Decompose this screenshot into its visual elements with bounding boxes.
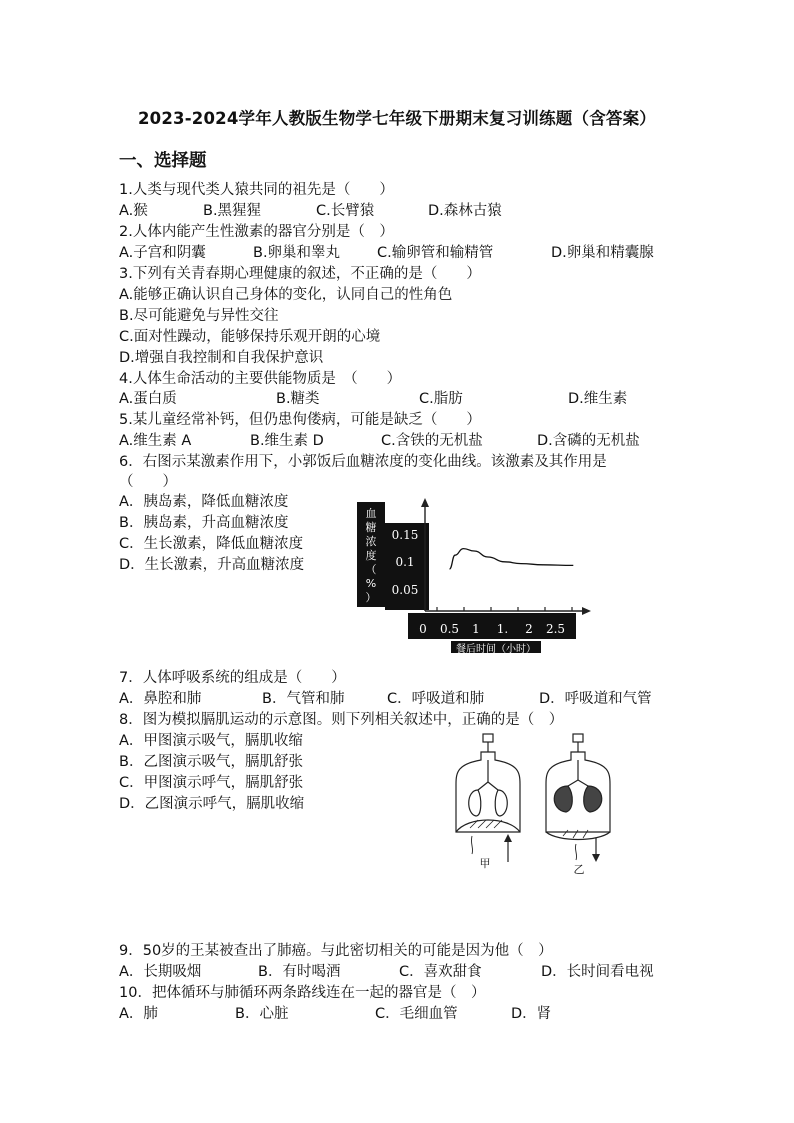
question-5-options xyxy=(119,431,679,451)
question-10-stem: 10．把体循环与肺循环两条路线连在一起的器官是（ ） xyxy=(119,985,486,1001)
question-9-options xyxy=(119,962,679,982)
question-7-options xyxy=(119,689,679,709)
question-8-stem: 8．图为模拟膈肌运动的示意图。则下列相关叙述中，正确的是（ ） xyxy=(119,712,564,728)
question-8-options xyxy=(119,731,304,815)
x-tick-label: 2.5 xyxy=(545,622,566,636)
label-jia: 甲 xyxy=(479,857,491,870)
y-axis-label xyxy=(366,507,377,604)
option-d[interactable]: D.森林古猿 xyxy=(428,203,502,219)
option-c[interactable]: C.输卵管和输精管 xyxy=(377,245,494,261)
x-tick-label: 1. xyxy=(496,622,509,636)
blood-sugar-chart xyxy=(355,495,595,660)
option-c[interactable]: C．生长激素，降低血糖浓度 xyxy=(119,536,304,552)
question-1-options xyxy=(119,201,679,221)
option-b[interactable]: B．有时喝酒 xyxy=(258,964,341,980)
x-tick-label: 1 xyxy=(472,622,480,636)
question-6-options xyxy=(119,492,304,576)
y-label-char: 糖 xyxy=(365,521,377,534)
y-label-char: 度 xyxy=(365,549,377,562)
document-title: 2023-2024学年人教版生物学七年级下册期末复习训练题（含答案） xyxy=(138,109,656,128)
option-b[interactable]: B.维生素 D xyxy=(250,433,324,449)
option-c[interactable]: C．甲图演示呼气，膈肌舒张 xyxy=(119,775,304,791)
option-a[interactable]: A．鼻腔和肺 xyxy=(119,691,202,707)
option-b[interactable]: B.黑猩猩 xyxy=(203,203,262,219)
option-b[interactable]: B．胰岛素，升高血糖浓度 xyxy=(119,515,289,531)
option-b[interactable]: B.糖类 xyxy=(276,391,320,407)
option-a[interactable]: A.蛋白质 xyxy=(119,391,177,407)
question-2-options xyxy=(119,243,679,263)
option-a[interactable]: A．长期吸烟 xyxy=(119,964,202,980)
option-d[interactable]: D.卵巢和精囊腺 xyxy=(551,245,654,261)
option-a[interactable]: A．胰岛素，降低血糖浓度 xyxy=(119,494,289,510)
option-a[interactable]: A．肺 xyxy=(119,1006,158,1022)
down-arrow-icon xyxy=(592,854,600,862)
y-label-char: （ xyxy=(365,563,377,576)
question-5-stem: 5.某儿童经常补钙，但仍患佝偻病，可能是缺乏（ ） xyxy=(119,412,481,428)
option-d[interactable]: D．呼吸道和气管 xyxy=(539,691,652,707)
blood-sugar-curve xyxy=(450,549,574,569)
question-6-stem-blank: （ ） xyxy=(119,474,177,490)
option-c[interactable]: C.脂肪 xyxy=(419,391,463,407)
up-arrow-icon xyxy=(504,834,512,842)
y-label-char: 血 xyxy=(365,507,377,520)
option-c[interactable]: C．呼吸道和肺 xyxy=(387,691,485,707)
question-1-stem: 1.人类与现代类人猿共同的祖先是（ ） xyxy=(119,182,394,198)
option-d[interactable]: D．肾 xyxy=(511,1006,552,1022)
y-label-char: 浓 xyxy=(365,535,377,548)
option-b[interactable]: B．乙图演示吸气，膈肌舒张 xyxy=(119,754,303,770)
option-b[interactable]: B.卵巢和睾丸 xyxy=(253,245,341,261)
question-4-options xyxy=(119,389,679,409)
option-a[interactable]: A.维生素 A xyxy=(119,433,192,449)
question-7-stem: 7．人体呼吸系统的组成是（ ） xyxy=(119,670,346,686)
option-c[interactable]: C．毛细血管 xyxy=(375,1006,458,1022)
option-c[interactable]: C.面对性躁动，能够保持乐观开朗的心境 xyxy=(119,329,381,345)
y-axis-arrow xyxy=(421,498,429,507)
option-d[interactable]: D.含磷的无机盐 xyxy=(537,433,640,449)
option-b[interactable]: B.尽可能避免与异性交往 xyxy=(119,308,279,324)
question-2-stem: 2.人体内能产生性激素的器官分别是（ ） xyxy=(119,224,394,240)
y-tick-label: 0.1 xyxy=(395,555,415,569)
bell-jar-right xyxy=(546,734,610,860)
y-tick-labels xyxy=(392,528,419,597)
y-label-char: % xyxy=(365,577,377,590)
x-tick-label: 0.5 xyxy=(439,622,460,636)
option-c[interactable]: C.长臂猿 xyxy=(316,203,375,219)
option-c[interactable]: C．喜欢甜食 xyxy=(399,964,482,980)
x-tick-label: 2 xyxy=(525,622,533,636)
question-9-stem: 9．50岁的王某被查出了肺癌。与此密切相关的可能是因为他（ ） xyxy=(119,943,553,959)
y-tick-label: 0.05 xyxy=(391,583,419,597)
option-d[interactable]: D．长时间看电视 xyxy=(541,964,654,980)
y-tick-label: 0.15 xyxy=(391,528,419,542)
question-3-stem: 3.下列有关青春期心理健康的叙述，不正确的是（ ） xyxy=(119,266,481,282)
diaphragm-model-figure xyxy=(448,732,628,882)
question-10-options xyxy=(119,1004,679,1024)
question-6-stem: 6．右图示某激素作用下，小郭饭后血糖浓度的变化曲线。该激素及其作用是 xyxy=(119,454,607,470)
x-axis-label: 餐后时间（小时） xyxy=(456,644,536,655)
option-c[interactable]: C.含铁的无机盐 xyxy=(381,433,483,449)
x-tick-label: 0 xyxy=(419,622,427,636)
option-d[interactable]: D．生长激素，升高血糖浓度 xyxy=(119,557,305,573)
option-a[interactable]: A.能够正确认识自己身体的变化，认同自己的性角色 xyxy=(119,287,453,303)
option-b[interactable]: B．心脏 xyxy=(235,1006,289,1022)
option-d[interactable]: D.增强自我控制和自我保护意识 xyxy=(119,350,324,366)
option-d[interactable]: D.维生素 xyxy=(568,391,628,407)
label-yi: 乙 xyxy=(573,863,585,876)
option-a[interactable]: A．甲图演示吸气，膈肌收缩 xyxy=(119,733,303,749)
question-4-stem: 4.人体生命活动的主要供能物质是 （ ） xyxy=(119,371,402,387)
option-d[interactable]: D．乙图演示呼气，膈肌收缩 xyxy=(119,796,305,812)
section-heading: 一、选择题 xyxy=(119,151,207,171)
y-label-char: ） xyxy=(365,591,377,604)
bell-jar-left xyxy=(456,734,520,862)
x-axis-arrow xyxy=(582,607,591,615)
option-a[interactable]: A.子宫和阴囊 xyxy=(119,245,206,261)
option-b[interactable]: B．气管和肺 xyxy=(262,691,345,707)
option-a[interactable]: A.猴 xyxy=(119,203,148,219)
